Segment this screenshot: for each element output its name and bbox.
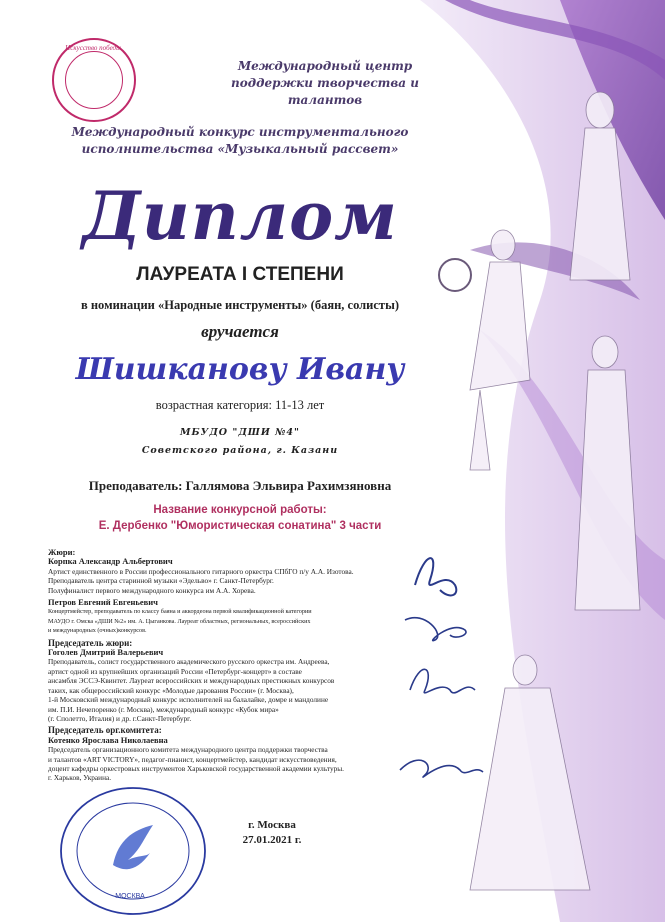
org-committee-desc-1: Председатель организационного комитета международного центра поддержки творчества (48, 745, 328, 755)
jury-chair-desc-6: им. П.И. Нечепоренко (г. Москва), международный конкурс «Кубок мира» (48, 704, 279, 714)
awarded-text: вручается (201, 322, 279, 341)
jury-chair-desc-5: 1-й Московский международный конкурс исполнителей на балалайке, домре и мандолине (48, 695, 329, 705)
org-committee-desc-2: и талантов «ART VICTORY», педагог-пианист, концертмейстер, кандидат искусствоведения, (48, 754, 337, 764)
jury-member2-desc-3: и международных (очных)конкурсов. (48, 627, 147, 635)
footer-city: г. Москва (248, 819, 296, 831)
age-category: возрастная категория: 11-13 лет (155, 398, 325, 412)
organization-line1: Международный центр (237, 59, 413, 73)
teacher: Преподаватель: Галлямова Эльвира Рахимзяновна (88, 478, 392, 493)
signatures (395, 540, 485, 800)
stamp-city: МОСКВА (115, 893, 145, 900)
jury-member1-name: Корпка Александр Альбертович (48, 556, 173, 567)
laureate-degree: ЛАУРЕАТА I СТЕПЕНИ (136, 264, 344, 285)
footer-date: 27.01.2021 г. (242, 834, 302, 846)
school-line2: Советского района, г. Казани (141, 445, 339, 456)
org-committee-desc-3: доцент кафедры оркестровых инструментов Харьковской государственной академии культуры. (48, 763, 344, 773)
org-committee-heading: Председатель орг.комитета: (48, 725, 162, 736)
diploma-title: Диплом (82, 177, 398, 255)
org-committee-name: Котенко Ярослава Николаевна (48, 734, 168, 745)
contest-line1: Международный конкурс инструментального (71, 125, 409, 139)
school-line1: МБУДО "ДШИ №4" (180, 427, 300, 438)
jury-member1-desc-2: Преподаватель центра старинной музыки «Эдельво» г. Санкт-Петербург. (48, 576, 274, 586)
work-label: Название конкурсной работы: (153, 504, 327, 516)
nomination: в номинации «Народные инструменты» (баян, солисты) (80, 298, 399, 312)
lyre-icon (65, 51, 123, 109)
organization-line2: поддержки творчества и талантов (231, 76, 419, 107)
jury-heading: Жюри: (48, 547, 76, 557)
jury-member2-name: Петров Евгений Евгеньевич (48, 597, 158, 608)
jury-member1-desc-1: Артист единственного в России профессионального гитарного оркестра СПбГО п/у А.А. Изотова. (48, 566, 354, 576)
jury-member2-desc-2: МАУДО г. Омска «ДШИ №2» им. А. Цыганкова. Лауреат областных, региональных, всероссийских (48, 617, 311, 625)
jury-chair-desc-3: ансамбля ЭССЭ-Квинтет. Лауреат всероссийских и международных престижных конкурсов (48, 676, 335, 686)
jury-chair-name: Гоголев Дмитрий Валерьевич (48, 647, 164, 658)
org-committee-desc-4: г. Харьков, Украина. (48, 773, 112, 783)
work-title: Е. Дербенко "Юмористическая сонатина" 3 части (98, 520, 382, 532)
jury-member2-desc-1: Концертмейстер, преподаватель по классу баяна и аккордеона первой квалификационной категории (48, 608, 312, 616)
jury-chair-desc-7: (г. Сполетто, Италия) и др. г.Санкт-Петербург. (48, 713, 192, 723)
jury-member1-desc-3: Полуфиналист первого международного конкурса им А.А. Хорева. (48, 585, 256, 595)
jury-chair-desc-1: Преподаватель, солист государственного академического русского оркестра им. Андреева, (48, 657, 330, 667)
recipient-name: Шишканову Ивану (75, 352, 405, 387)
contest-line2: исполнительства «Музыкальный рассвет» (81, 142, 399, 156)
jury-chair-heading: Председатель жюри: (48, 637, 133, 648)
jury-chair-desc-2: артист одной из крупнейших организаций России «Петербург-концерт» в составе (48, 666, 302, 676)
jury-chair-desc-4: таких, как общероссийский конкурс «Молодые дарования России» (г. Москва), (48, 685, 294, 695)
logo-text: Искусство победы (65, 44, 121, 52)
